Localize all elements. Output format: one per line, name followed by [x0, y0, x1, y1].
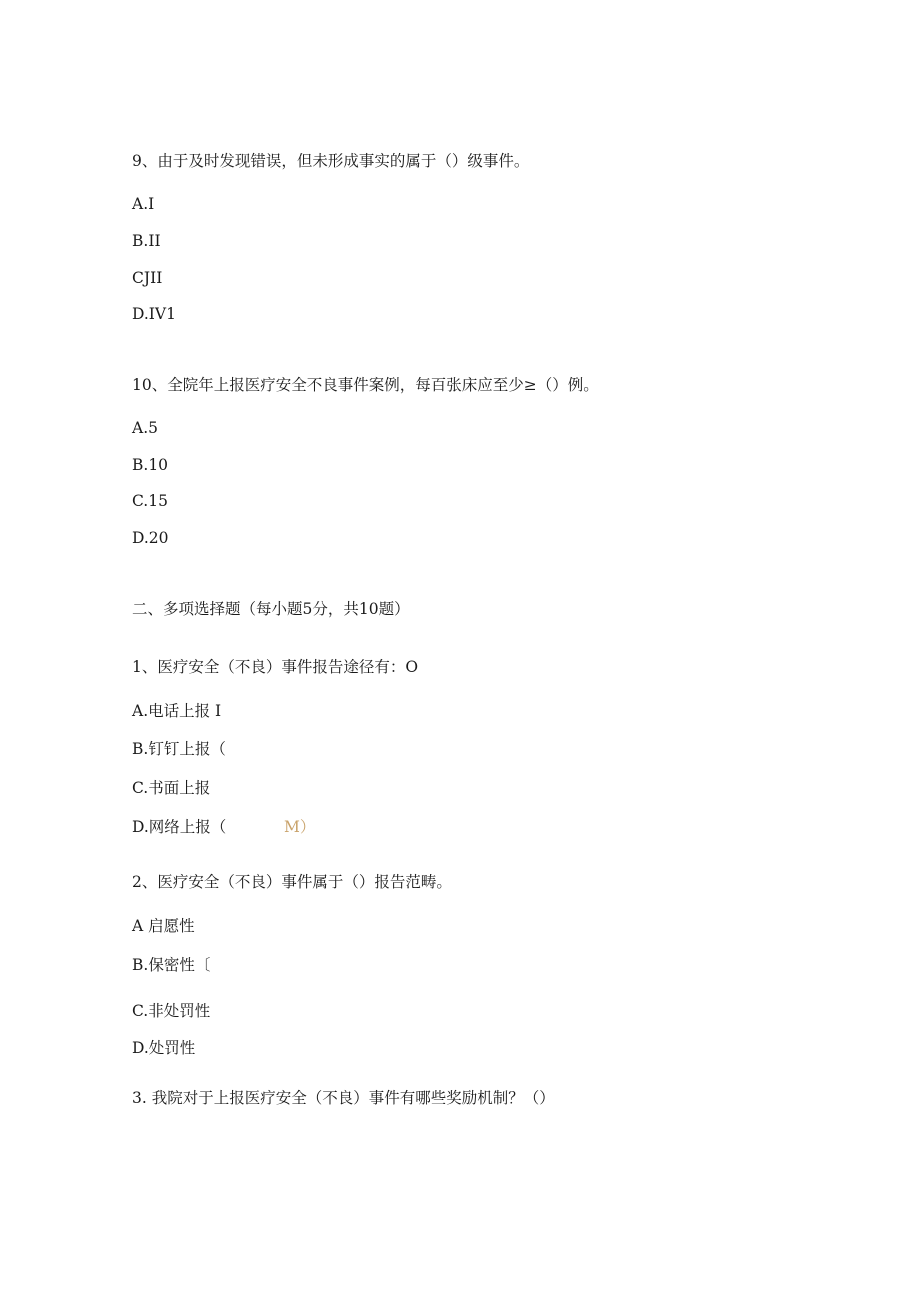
question-9-option-b: B.II [132, 232, 161, 250]
multi-question-2-option-a: A 启愿性 [132, 917, 195, 935]
question-10-option-d: D.20 [132, 529, 169, 547]
multi-question-2-option-d: D.处罚性 [132, 1039, 196, 1057]
multi-question-1-option-b: B.钉钉上报（ [132, 740, 226, 758]
question-10-option-c: C.15 [132, 492, 168, 510]
question-10-stem: 10、全院年上报医疗安全不良事件案例，每百张床应至少≥（）例。 [132, 376, 599, 394]
multi-question-2-option-c: C.非处罚性 [132, 1002, 211, 1020]
multi-question-1-option-d: D.网络上报（ [132, 818, 227, 836]
multi-question-2-stem: 2、医疗安全（不良）事件属于（）报告范畴。 [132, 873, 452, 891]
question-9-option-a: A.I [132, 195, 155, 213]
multi-question-3-stem: 3. 我院对于上报医疗安全（不良）事件有哪些奖励机制？（） [132, 1089, 555, 1107]
question-10-option-b: B.10 [132, 456, 169, 474]
question-9-option-c: CJII [132, 269, 163, 287]
faint-handwriting-mark: M） [284, 818, 316, 836]
section-heading: 二、多项选择题（每小题5分，共10题） [132, 600, 410, 618]
multi-question-1-stem: 1、医疗安全（不良）事件报告途径有：O [132, 658, 419, 676]
question-9-option-d: D.IV1 [132, 305, 176, 323]
multi-question-1-option-a: A.电话上报 I [132, 702, 222, 720]
question-9-stem: 9、由于及时发现错误，但未形成事实的属于（）级事件。 [132, 152, 530, 170]
question-10-option-a: A.5 [132, 419, 158, 437]
multi-question-1-option-c: C.书面上报 [132, 779, 211, 797]
multi-question-2-option-b: B.保密性〔 [132, 956, 211, 974]
